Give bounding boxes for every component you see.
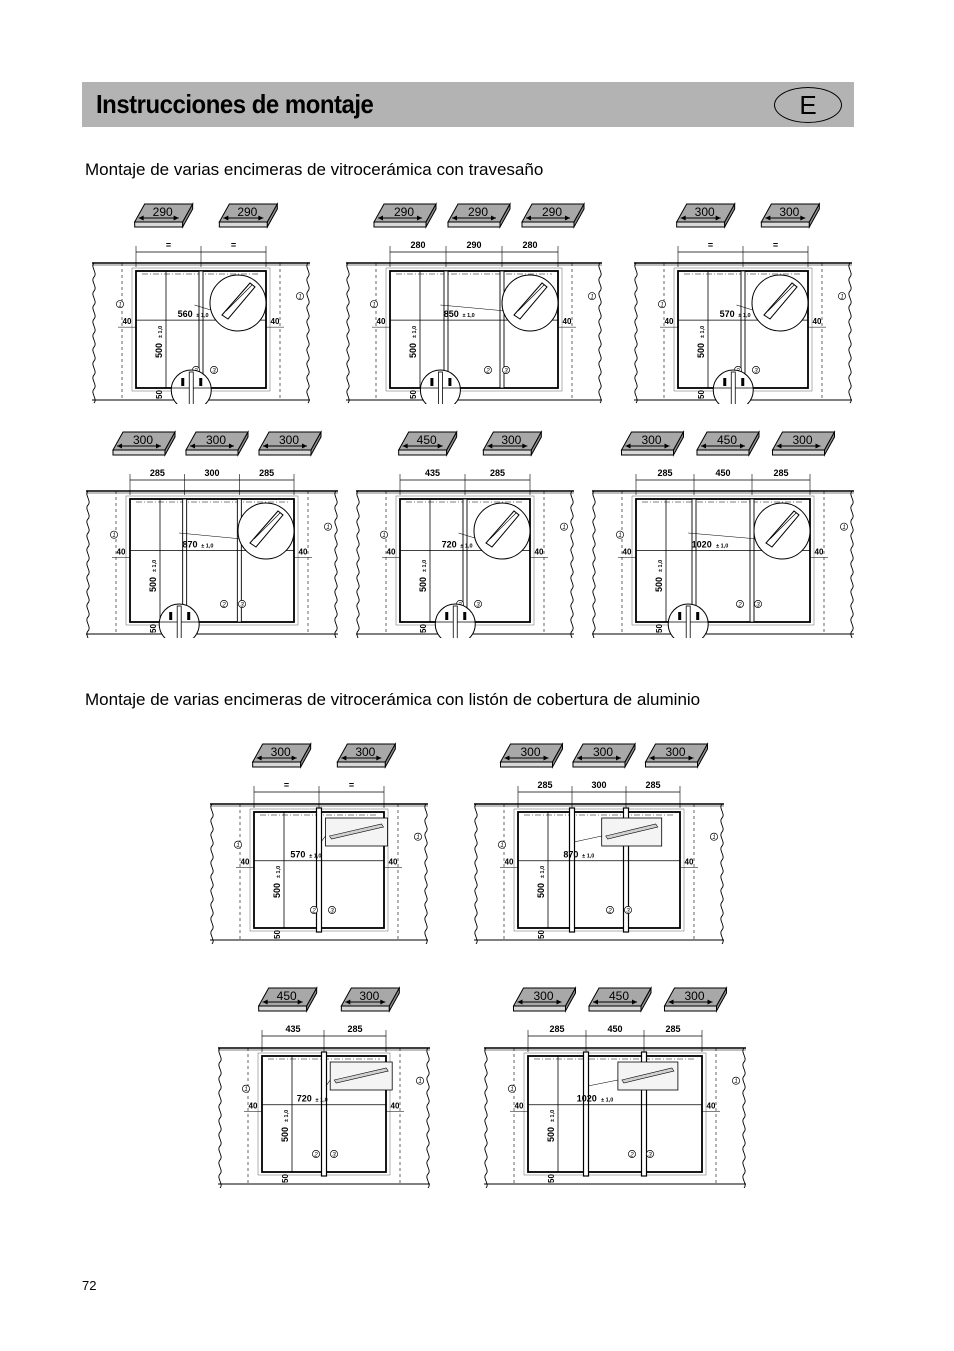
cut-edge — [87, 491, 89, 638]
hob-width-label: 450 — [608, 989, 630, 1003]
screw-icon — [430, 378, 433, 386]
cut-edge — [347, 263, 349, 403]
depth-tolerance: ± 1,0 — [422, 559, 428, 572]
hob-width-label: 300 — [501, 433, 522, 447]
detail-view — [326, 1062, 392, 1090]
width-value: 570 — [719, 309, 735, 320]
width-value: 870 — [563, 849, 579, 860]
diagram-aluminium-450-300 — [214, 980, 434, 1188]
callout-number: 1 — [562, 524, 566, 531]
hob-icon — [697, 432, 759, 455]
drawing-svg — [470, 736, 728, 944]
hob-side — [773, 450, 825, 455]
bottom-margin-value: 50 — [409, 390, 418, 399]
depth-value: 500 — [408, 342, 418, 358]
hob-icon — [773, 432, 835, 455]
depth-tolerance: ± 1,0 — [152, 559, 158, 572]
callout-number: 1 — [118, 302, 122, 309]
hob-icons — [135, 204, 278, 227]
callout-number: 3 — [476, 602, 480, 609]
callout-number: 1 — [298, 294, 302, 301]
bottom-margin-value: 50 — [419, 624, 428, 633]
hob-side — [622, 450, 674, 455]
dimension-value: 285 — [537, 780, 553, 790]
hob-side — [501, 762, 553, 767]
hob-side — [337, 762, 385, 767]
bottom-margin-value: 50 — [537, 930, 546, 939]
callout-number: 1 — [590, 294, 594, 301]
hob-icon — [573, 744, 635, 767]
hob-width-label: 300 — [359, 989, 380, 1003]
screw-icon — [741, 378, 744, 386]
hob-icon — [253, 744, 311, 767]
diagram-crossbar-3x290 — [342, 196, 606, 404]
dimension-value: 285 — [657, 468, 673, 478]
cut-edge — [599, 263, 601, 403]
callout-number: 1 — [382, 532, 386, 539]
callout-number: 3 — [756, 602, 760, 609]
hob-icon — [337, 744, 395, 767]
hob-icon — [501, 744, 563, 767]
hob-side — [259, 450, 311, 455]
depth-value: 500 — [546, 1126, 556, 1142]
hob-side — [186, 450, 238, 455]
cut-edge — [571, 491, 573, 638]
width-value: 870 — [182, 539, 198, 550]
hob-icon — [186, 432, 248, 455]
diagram-aluminium-2x300 — [206, 736, 432, 944]
hob-width-label: 290 — [467, 205, 489, 219]
hob-side — [374, 222, 426, 227]
hob-icon — [448, 204, 510, 227]
language-badge: E — [774, 87, 842, 123]
callout-number: 3 — [626, 908, 630, 915]
width-tolerance: ± 1,0 — [462, 313, 475, 320]
hob-width-label: 300 — [270, 745, 291, 759]
cut-edge — [307, 263, 309, 403]
dimension-value: 450 — [715, 468, 731, 478]
callout-number: 1 — [842, 524, 846, 531]
side-margin-value: 40 — [534, 547, 544, 557]
width-value: 560 — [177, 309, 193, 320]
depth-value: 500 — [280, 1126, 290, 1142]
hob-icons — [677, 204, 820, 227]
side-margin-value: 40 — [122, 317, 132, 327]
dimension-value: 280 — [410, 240, 426, 250]
hob-side — [135, 222, 183, 227]
callout-number: 1 — [734, 1079, 738, 1086]
hob-width-label: 450 — [276, 989, 297, 1003]
dimension-value: 285 — [347, 1024, 363, 1034]
hob-width-label: 300 — [355, 745, 376, 759]
callout-number: 1 — [416, 835, 420, 842]
dimension-value: 285 — [259, 468, 275, 478]
dimension-value: 435 — [424, 468, 441, 478]
section-title-aluminium: Montaje de varias encimeras de vitrocerámica con listón de cobertura de aluminio — [85, 690, 701, 709]
width-tolerance: ± 1,0 — [196, 313, 209, 320]
cut-edge — [427, 1048, 429, 1188]
depth-tolerance: ± 1,0 — [700, 325, 706, 338]
width-tolerance: ± 1,0 — [738, 313, 751, 320]
dimension-value: 285 — [489, 468, 506, 478]
width-tolerance: ± 1,0 — [601, 1097, 614, 1104]
page-title: Instrucciones de montaje — [96, 89, 374, 119]
drawing-svg — [88, 196, 314, 404]
hob-icons — [374, 204, 584, 227]
dimension-value: 300 — [591, 780, 607, 790]
drawing-svg — [480, 980, 750, 1188]
side-margin-value: 40 — [298, 547, 308, 557]
dimension-value: 280 — [522, 240, 538, 250]
drawing-svg — [588, 424, 858, 638]
hob-side — [113, 450, 165, 455]
bottom-margin-value: 50 — [547, 1174, 556, 1183]
bottom-margin-value: 50 — [655, 624, 664, 633]
hob-width-label: 300 — [592, 745, 614, 759]
callout-number: 3 — [504, 368, 508, 375]
screw-detail-bar — [438, 372, 442, 404]
hob-width-label: 300 — [779, 205, 800, 219]
cut-edge — [211, 804, 213, 944]
side-margin-value: 40 — [376, 317, 386, 327]
dimension-value: 285 — [149, 468, 165, 478]
width-tolerance: ± 1,0 — [201, 543, 214, 550]
screw-icon — [445, 612, 448, 620]
side-margin-value: 40 — [270, 317, 280, 327]
depth-tolerance: ± 1,0 — [158, 325, 164, 338]
dimension-value: 290 — [466, 240, 482, 250]
hob-width-label: 300 — [665, 745, 686, 759]
depth-tolerance: ± 1,0 — [284, 1109, 290, 1122]
cut-edge — [93, 263, 95, 403]
hob-width-label: 290 — [152, 205, 173, 219]
screw-icon — [169, 612, 172, 620]
side-margin-value: 40 — [812, 317, 822, 327]
screw-icon — [696, 612, 699, 620]
hob-side — [522, 222, 574, 227]
hob-side — [697, 450, 749, 455]
cut-edge — [849, 263, 851, 403]
diagram-aluminium-300-450-300 — [480, 980, 750, 1188]
hob-icon — [341, 988, 399, 1011]
cut-edge — [425, 804, 427, 944]
hob-icons — [259, 988, 400, 1011]
screw-detail-bar — [177, 606, 181, 638]
dimension-value: = — [772, 240, 779, 250]
depth-value: 500 — [696, 342, 706, 358]
side-margin-value: 40 — [814, 547, 824, 557]
diagram-crossbar-450-300 — [352, 424, 578, 638]
width-tolerance: ± 1,0 — [716, 543, 729, 550]
hob-side — [341, 1006, 389, 1011]
depth-value: 500 — [536, 882, 546, 898]
hob-icons — [514, 988, 727, 1011]
width-tolerance: ± 1,0 — [582, 853, 595, 860]
hob-side — [448, 222, 500, 227]
width-value: 570 — [290, 849, 306, 860]
hob-side — [514, 1006, 566, 1011]
callout-number: 1 — [840, 294, 844, 301]
drawing-svg — [342, 196, 606, 404]
hob-icons — [113, 432, 321, 455]
depth-value: 500 — [148, 576, 158, 592]
dimension-value: 285 — [645, 780, 661, 790]
callout-number: 1 — [236, 843, 240, 850]
page-number: 72 — [82, 1278, 97, 1293]
crossbar — [183, 499, 187, 622]
dimension-value: 285 — [665, 1024, 681, 1034]
side-margin-value: 40 — [248, 1101, 258, 1111]
callout-number: 1 — [372, 302, 376, 309]
callout-number: 3 — [648, 1152, 652, 1159]
hob-width-label: 290 — [393, 205, 415, 219]
callout-number: 1 — [660, 302, 664, 309]
cut-edge — [635, 263, 637, 403]
screw-detail-bar — [189, 372, 193, 404]
screw-icon — [723, 378, 726, 386]
dimension-value: = — [707, 240, 714, 250]
detail-view — [321, 818, 388, 846]
depth-tolerance: ± 1,0 — [412, 325, 418, 338]
side-margin-value: 40 — [386, 547, 396, 557]
hob-icon — [665, 988, 727, 1011]
side-margin-value: 40 — [622, 547, 632, 557]
depth-tolerance: ± 1,0 — [276, 865, 282, 878]
section-title-crossbar: Montaje de varias encimeras de vitrocerámica con travesaño — [85, 160, 544, 179]
screw-detail-bar — [453, 606, 457, 638]
callout-number: 2 — [314, 1152, 318, 1159]
hob-side — [677, 222, 725, 227]
side-margin-value: 40 — [562, 317, 572, 327]
cut-edge — [219, 1048, 221, 1188]
side-margin-value: 40 — [240, 857, 250, 867]
dimension-value: = — [348, 780, 355, 790]
width-value: 1020 — [691, 539, 712, 550]
dimension-value: 435 — [285, 1024, 301, 1034]
callout-number: 3 — [240, 602, 244, 609]
screw-icon — [181, 378, 184, 386]
callout-number: 1 — [112, 532, 116, 539]
cut-edge — [721, 804, 723, 944]
cut-edge — [485, 1048, 487, 1188]
hob-icon — [522, 204, 584, 227]
screw-icon — [463, 612, 466, 620]
screw-detail-bar — [686, 606, 690, 638]
cut-edge — [851, 491, 853, 638]
screw-icon — [448, 378, 451, 386]
side-margin-value: 40 — [504, 857, 514, 867]
callout-number: 2 — [630, 1152, 634, 1159]
callout-number: 2 — [608, 908, 612, 915]
side-margin-value: 40 — [664, 317, 674, 327]
callout-number: 2 — [312, 908, 316, 915]
width-tolerance: ± 1,0 — [460, 543, 473, 550]
side-margin-value: 40 — [390, 1101, 400, 1111]
depth-value: 500 — [272, 882, 282, 898]
diagram-aluminium-3x300 — [470, 736, 728, 944]
side-margin-value: 40 — [388, 857, 398, 867]
aluminium-strip — [317, 808, 322, 932]
callout-number: 2 — [222, 602, 226, 609]
diagram-crossbar-300-450-300 — [588, 424, 858, 638]
hob-width-label: 290 — [541, 205, 563, 219]
depth-tolerance: ± 1,0 — [658, 559, 664, 572]
hob-width-label: 450 — [716, 433, 738, 447]
dimension-value: = — [165, 240, 172, 250]
callout-number: 3 — [332, 1152, 336, 1159]
hob-width-label: 300 — [533, 989, 554, 1003]
screw-icon — [678, 612, 681, 620]
hob-icon — [113, 432, 175, 455]
hob-icon — [761, 204, 819, 227]
depth-value: 500 — [154, 342, 164, 358]
hob-icon — [622, 432, 684, 455]
crossbar — [692, 499, 696, 622]
dimension-value: 285 — [549, 1024, 565, 1034]
cut-edge — [743, 1048, 745, 1188]
hob-side — [646, 762, 698, 767]
hob-width-label: 300 — [132, 433, 154, 447]
hob-width-label: 300 — [205, 433, 227, 447]
callout-number: 1 — [326, 524, 330, 531]
drawing-svg — [206, 736, 432, 944]
width-value: 720 — [296, 1093, 312, 1104]
aluminium-strip — [570, 808, 575, 932]
callout-number: 1 — [510, 1087, 514, 1094]
cut-edge — [357, 491, 359, 638]
bottom-margin-value: 50 — [281, 1174, 290, 1183]
diagram-crossbar-2x300 — [630, 196, 856, 404]
hob-icon — [483, 432, 541, 455]
hob-width-label: 300 — [792, 433, 813, 447]
width-tolerance: ± 1,0 — [309, 853, 322, 860]
hob-side — [259, 1006, 307, 1011]
hob-width-label: 450 — [416, 433, 437, 447]
drawing-svg — [82, 424, 342, 638]
hob-icons — [622, 432, 835, 455]
diagram-crossbar-3x300 — [82, 424, 342, 638]
depth-tolerance: ± 1,0 — [540, 865, 546, 878]
aluminium-strip — [584, 1052, 589, 1176]
callout-number: 1 — [712, 835, 716, 842]
callout-number: 2 — [738, 602, 742, 609]
depth-tolerance: ± 1,0 — [550, 1109, 556, 1122]
screw-icon — [187, 612, 190, 620]
dimension-value: 450 — [607, 1024, 623, 1034]
hob-side — [573, 762, 625, 767]
hob-icon — [589, 988, 651, 1011]
bottom-margin-value: 50 — [697, 390, 706, 399]
cut-edge — [593, 491, 595, 638]
bottom-margin-value: 50 — [155, 390, 164, 399]
hob-width-label: 290 — [237, 205, 258, 219]
hob-icon — [219, 204, 277, 227]
screw-detail-bar — [731, 372, 735, 404]
side-margin-value: 40 — [706, 1101, 716, 1111]
callout-number: 3 — [212, 368, 216, 375]
callout-number: 3 — [754, 368, 758, 375]
side-margin-value: 40 — [684, 857, 694, 867]
drawing-svg — [630, 196, 856, 404]
cut-edge — [475, 804, 477, 944]
callout-number: 1 — [500, 843, 504, 850]
hob-width-label: 300 — [694, 205, 715, 219]
hob-icon — [646, 744, 708, 767]
callout-number: 1 — [418, 1079, 422, 1086]
hob-icon — [259, 432, 321, 455]
hob-icons — [501, 744, 708, 767]
hob-icon — [514, 988, 576, 1011]
dimension-value: = — [230, 240, 237, 250]
hob-side — [219, 222, 267, 227]
diagram-crossbar-2x290 — [88, 196, 314, 404]
drawing-svg — [214, 980, 434, 1188]
hob-icon — [259, 988, 317, 1011]
callout-number: 1 — [618, 532, 622, 539]
hob-side — [399, 450, 447, 455]
width-value: 850 — [443, 309, 459, 320]
hob-width-label: 300 — [641, 433, 662, 447]
hob-icons — [399, 432, 542, 455]
hob-side — [665, 1006, 717, 1011]
bottom-margin-value: 50 — [273, 930, 282, 939]
hob-icon — [399, 432, 457, 455]
hob-icon — [677, 204, 735, 227]
hob-side — [253, 762, 301, 767]
hob-icon — [374, 204, 436, 227]
width-tolerance: ± 1,0 — [315, 1097, 328, 1104]
aluminium-strip — [322, 1052, 327, 1176]
header-bar — [82, 82, 854, 127]
depth-value: 500 — [418, 576, 428, 592]
callout-number: 3 — [330, 908, 334, 915]
crossbar — [750, 499, 754, 622]
side-margin-value: 40 — [514, 1101, 524, 1111]
hob-icons — [253, 744, 396, 767]
screw-icon — [199, 378, 202, 386]
side-margin-value: 40 — [116, 547, 126, 557]
dimension-value: = — [283, 780, 290, 790]
drawing-svg — [352, 424, 578, 638]
hob-icon — [135, 204, 193, 227]
dimension-value: 300 — [204, 468, 220, 478]
hob-width-label: 300 — [278, 433, 300, 447]
callout-number: 2 — [486, 368, 490, 375]
callout-number: 1 — [244, 1087, 248, 1094]
width-value: 720 — [441, 539, 457, 550]
bottom-margin-value: 50 — [149, 624, 158, 633]
dimension-value: 285 — [773, 468, 789, 478]
hob-side — [483, 450, 531, 455]
hob-width-label: 300 — [520, 745, 541, 759]
depth-value: 500 — [654, 576, 664, 592]
cut-edge — [335, 491, 337, 638]
hob-side — [761, 222, 809, 227]
hob-side — [589, 1006, 641, 1011]
hob-width-label: 300 — [684, 989, 705, 1003]
width-value: 1020 — [576, 1093, 597, 1104]
